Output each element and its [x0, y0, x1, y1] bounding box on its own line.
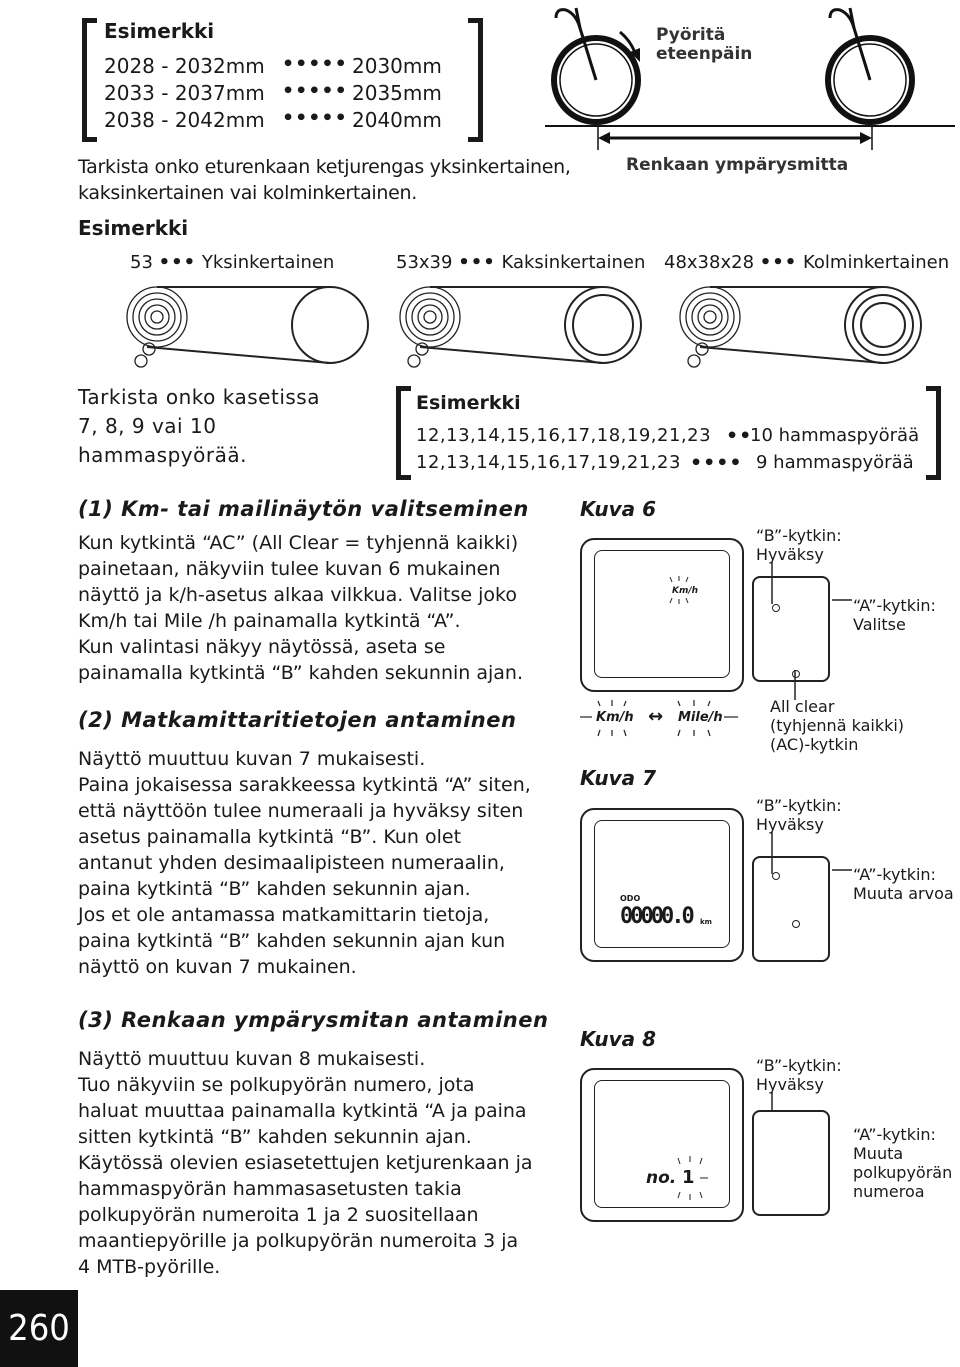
cassette-text-2: 7, 8, 9 vai 10: [78, 414, 217, 438]
rotate-label: Pyöritä eteenpäin: [656, 25, 753, 64]
chainring-type-3: 48x38x28 ••• Kolminkertainen: [664, 252, 950, 273]
page-number: 260: [0, 1290, 78, 1367]
bicycle-number-label: no.: [646, 1168, 677, 1188]
chainring-example-title: Esimerkki: [78, 216, 189, 240]
bracket-right: [926, 386, 941, 480]
bracket-left: [82, 18, 97, 142]
section1-title: (1) Km- tai mailinäytön valitseminen: [78, 497, 529, 521]
dot-leader: ••: [726, 425, 753, 447]
dot-leader: •••••: [282, 80, 348, 102]
example-value-1: 2030mm: [352, 54, 442, 78]
figure8-label: Kuva 8: [580, 1027, 657, 1051]
figure8-a-label: “A”-kytkin: Muuta polkupyörän numeroa: [853, 1125, 953, 1201]
figure6-label: Kuva 6: [580, 497, 657, 521]
circumference-label: Renkaan ympärysmitta: [626, 155, 849, 175]
display-km-indicator: Km/h: [672, 586, 699, 596]
figure7-display: [580, 808, 744, 962]
section2-body: Näyttö muuttuu kuvan 7 mukaisesti. Paina jokaisessa sarakkeessa kytkintä “A” siten, että näyttöön tulee numeraali ja hyväksy siten asetus painamalla kytkintä “B”. Kun olet antanut yhden desimaalipisteen numeraalin, paina kytkintä “B” kahden sekunnin ajan. Jos et ole antamassa matkamittarin tietoja, paina kytkintä “B” kahden sekunnin ajan kun näyttö on kuvan 7 mukainen.: [78, 748, 531, 978]
example-title: Esimerkki: [104, 19, 215, 43]
bracket-left: [396, 386, 411, 480]
figure8-display: [580, 1068, 744, 1222]
chainring-intro-1: Tarkista onko eturenkaan ketjurengas yksinkertainen,: [78, 156, 571, 178]
bracket-right: [468, 18, 483, 142]
cassette-result-2: 9 hammaspyörää: [756, 452, 914, 473]
blink-rays-icon: [670, 1156, 710, 1200]
chainring-double-diagram: [398, 285, 648, 370]
example-value-3: 2040mm: [352, 108, 442, 132]
section1-body: Kun kytkintä “AC” (All Clear = tyhjennä kaikki) painetaan, näkyviin tulee kuvan 6 mukainen näyttö ja k/h-asetus alkaa vilkkua. Valitse joko Km/h tai Mile /h painamalla kytkintä “A”. Kun valintasi näkyy näytössä, aseta se painamalla kytkintä “B” kahden sekunnin ajan.: [78, 532, 523, 684]
dot-leader: ••••: [690, 452, 743, 474]
figure7-a-label: “A”-kytkin: Muuta arvoa: [853, 865, 954, 903]
cassette-example-title: Esimerkki: [416, 392, 521, 414]
figure6-b-label: “B”-kytkin: Hyväksy: [756, 526, 842, 564]
section3-title: (3) Renkaan ympärysmitan antaminen: [78, 1008, 549, 1032]
example-range-3: 2038 - 2042mm: [104, 108, 265, 132]
cassette-text-1: Tarkista onko kasetissa: [78, 385, 320, 409]
figure7-label: Kuva 7: [580, 766, 657, 790]
section3-body: Näyttö muuttuu kuvan 8 mukaisesti. Tuo näkyviin se polkupyörän numero, jota haluat muuttaa painamalla kytkintä “A ja paina sitten kytkintä “B” kahden sekunnin ajan. Käytössä olevien esiasetettujen ketjurenkaan ja hammaspyörän hammasasetusten takia polkupyörän numeroita 1 ja 2 suositellaan maantiepyörille ja polkupyörän numeroita 3 ja 4 MTB-pyörille.: [78, 1048, 533, 1278]
cassette-text-3: hammaspyörää.: [78, 443, 247, 467]
figure6-ac-label: All clear (tyhjennä kaikki) (AC)-kytkin: [770, 697, 905, 754]
figure6-display: [580, 538, 744, 692]
example-range-1: 2028 - 2032mm: [104, 54, 265, 78]
section2-title: (2) Matkamittaritietojen antaminen: [78, 708, 517, 732]
cassette-teeth-2: 12,13,14,15,16,17,19,21,23: [416, 452, 681, 473]
cassette-result-1: 10 hammaspyörää: [750, 425, 920, 446]
figure6-toggle: Km/h ↔ Mile/h: [580, 700, 760, 740]
figure8-leader-lines: [740, 1090, 860, 1150]
chainring-intro-2: kaksinkertainen vai kolminkertainen.: [78, 182, 418, 204]
blink-rays-icon: [654, 576, 704, 604]
example-value-2: 2035mm: [352, 81, 442, 105]
odometer-unit: km: [700, 918, 712, 926]
bicycle-number-digit: 1: [682, 1167, 695, 1188]
cassette-teeth-1: 12,13,14,15,16,17,18,19,21,23: [416, 425, 712, 446]
chainring-triple-diagram: [678, 285, 928, 370]
figure7-leader-lines: [740, 830, 860, 890]
dot-leader: •••••: [282, 107, 348, 129]
figure8-b-label: “B”-kytkin: Hyväksy: [756, 1056, 842, 1094]
wheel-circumference-diagram: [540, 0, 960, 150]
chainring-type-1: 53 ••• Yksinkertainen: [130, 252, 335, 273]
figure6-a-label: “A”-kytkin: Valitse: [853, 596, 936, 634]
chainring-type-2: 53x39 ••• Kaksinkertainen: [396, 252, 646, 273]
example-range-2: 2033 - 2037mm: [104, 81, 265, 105]
figure6-leader-lines: [740, 560, 860, 700]
odo-indicator: ODO: [620, 894, 641, 903]
odometer-digits: 00000.0: [620, 904, 692, 929]
figure7-b-label: “B”-kytkin: Hyväksy: [756, 796, 842, 834]
dot-leader: •••••: [282, 53, 348, 75]
a-switch-button[interactable]: [792, 920, 800, 928]
chainring-single-diagram: [125, 285, 375, 370]
blink-rays-icon: [580, 700, 760, 740]
